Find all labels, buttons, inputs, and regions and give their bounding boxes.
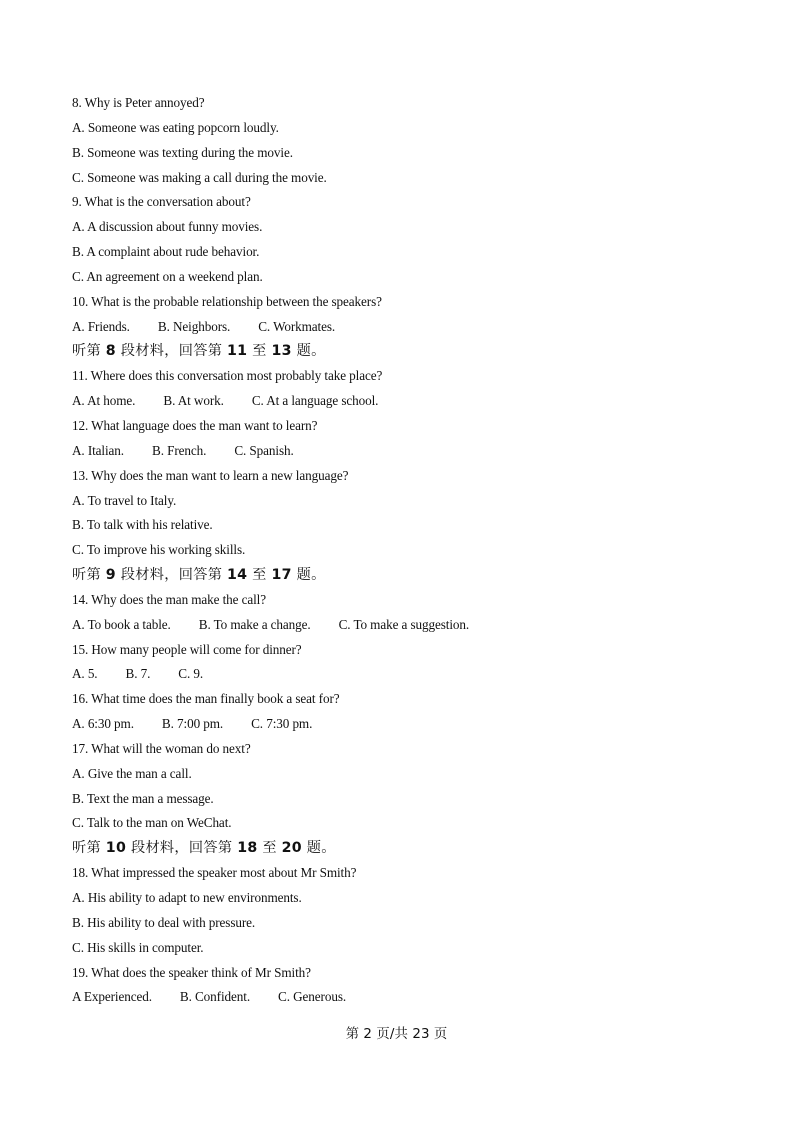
option-text: B. His ability to deal with pressure. <box>72 914 256 930</box>
question-text: 9. What is the conversation about? <box>72 194 251 210</box>
option-text: B. Someone was texting during the movie. <box>72 144 293 160</box>
option-text: B. A complaint about rude behavior. <box>72 244 260 260</box>
question-text: 15. How many people will come for dinner? <box>72 641 302 657</box>
options-row <box>72 662 732 687</box>
section-text: 听第 <box>72 840 106 857</box>
options-row <box>72 439 732 464</box>
section-number: 13 <box>271 343 292 360</box>
section-text: 段材料，回答第 <box>126 840 238 857</box>
option-text: B. French. <box>152 442 207 458</box>
question-text: 8. Why is Peter annoyed? <box>72 95 205 110</box>
option-text: A. Someone was eating popcorn loudly. <box>72 119 279 135</box>
option-text: C. 7:30 pm. <box>251 716 313 732</box>
section-heading <box>72 563 732 588</box>
page-footer: 第 2 页/共 23 页 <box>345 1027 448 1042</box>
option-text: C. An agreement on a weekend plan. <box>72 268 263 284</box>
options-row <box>72 985 732 1010</box>
section-number: 18 <box>237 840 258 857</box>
section-number: 14 <box>227 567 248 584</box>
options-row <box>72 389 732 414</box>
section-text: 题。 <box>301 840 336 857</box>
option-text: C. His skills in computer. <box>72 939 204 955</box>
section-heading <box>72 836 732 861</box>
question-text: 12. What language does the man want to learn? <box>72 417 318 433</box>
option-text: C. To improve his working skills. <box>72 542 246 558</box>
section-text: 段材料，回答第 <box>115 567 228 584</box>
section-heading <box>72 339 732 364</box>
options-row <box>72 613 732 638</box>
option-text: C. Workmates. <box>258 318 336 334</box>
section-number: 9 <box>105 567 116 584</box>
option-text: A. 5. <box>72 666 98 682</box>
section-text: 至 <box>257 840 282 857</box>
section-number: 17 <box>271 567 292 584</box>
option-text: B. To talk with his relative. <box>72 517 213 533</box>
option-text: C. Someone was making a call during the movie. <box>72 169 327 185</box>
option-text: C. Talk to the man on WeChat. <box>72 815 232 831</box>
option-text: C. 9. <box>178 666 204 682</box>
section-text: 至 <box>247 343 272 360</box>
option-text: A. To book a table. <box>72 616 171 632</box>
question-text: 13. Why does the man want to learn a new language? <box>72 467 349 483</box>
option-text: A. A discussion about funny movies. <box>72 219 263 235</box>
option-text: C. Spanish. <box>234 442 294 458</box>
section-number: 10 <box>105 840 127 857</box>
question-text: 17. What will the woman do next? <box>72 740 251 756</box>
options-row <box>72 315 732 340</box>
section-text: 题。 <box>291 567 326 584</box>
question-text: 19. What does the speaker think of Mr Smith? <box>72 964 311 980</box>
question-text: 14. Why does the man make the call? <box>72 591 267 607</box>
question-text: 18. What impressed the speaker most about Mr Smith? <box>72 865 357 881</box>
option-text: A. Italian. <box>72 442 124 458</box>
section-text: 至 <box>247 567 272 584</box>
option-text: B. Text the man a message. <box>72 790 214 806</box>
option-text: B. At work. <box>163 393 224 409</box>
option-text: B. 7. <box>125 666 151 682</box>
option-text: B. Confident. <box>179 989 251 1005</box>
option-text: A. 6:30 pm. <box>72 716 134 732</box>
option-text: A. To travel to Italy. <box>72 492 177 508</box>
option-text: A. His ability to adapt to new environments. <box>72 890 302 905</box>
section-text: 题。 <box>291 343 326 360</box>
option-text: A. At home. <box>72 393 136 409</box>
option-text: C. To make a suggestion. <box>338 616 470 632</box>
question-text: 11. Where does this conversation most probably take place? <box>72 368 383 384</box>
option-text: A. Give the man a call. <box>72 765 192 781</box>
section-text: 段材料，回答第 <box>115 343 228 360</box>
question-text: 10. What is the probable relationship between the speakers? <box>72 293 382 309</box>
section-number: 20 <box>281 840 302 857</box>
option-text: B. To make a change. <box>198 616 311 632</box>
option-text: C. Generous. <box>278 989 347 1005</box>
option-text: A Experienced. <box>72 989 152 1005</box>
question-text: 16. What time does the man finally book a seat for? <box>72 691 340 707</box>
section-text: 听第 <box>72 343 106 360</box>
section-text: 听第 <box>72 567 106 584</box>
section-number: 8 <box>105 343 116 360</box>
section-number: 11 <box>227 343 248 360</box>
option-text: A. Friends. <box>72 318 130 334</box>
options-row <box>72 712 732 737</box>
question-list <box>72 91 732 1010</box>
option-text: B. Neighbors. <box>157 318 231 334</box>
option-text: C. At a language school. <box>251 393 379 409</box>
option-text: B. 7:00 pm. <box>161 716 224 732</box>
